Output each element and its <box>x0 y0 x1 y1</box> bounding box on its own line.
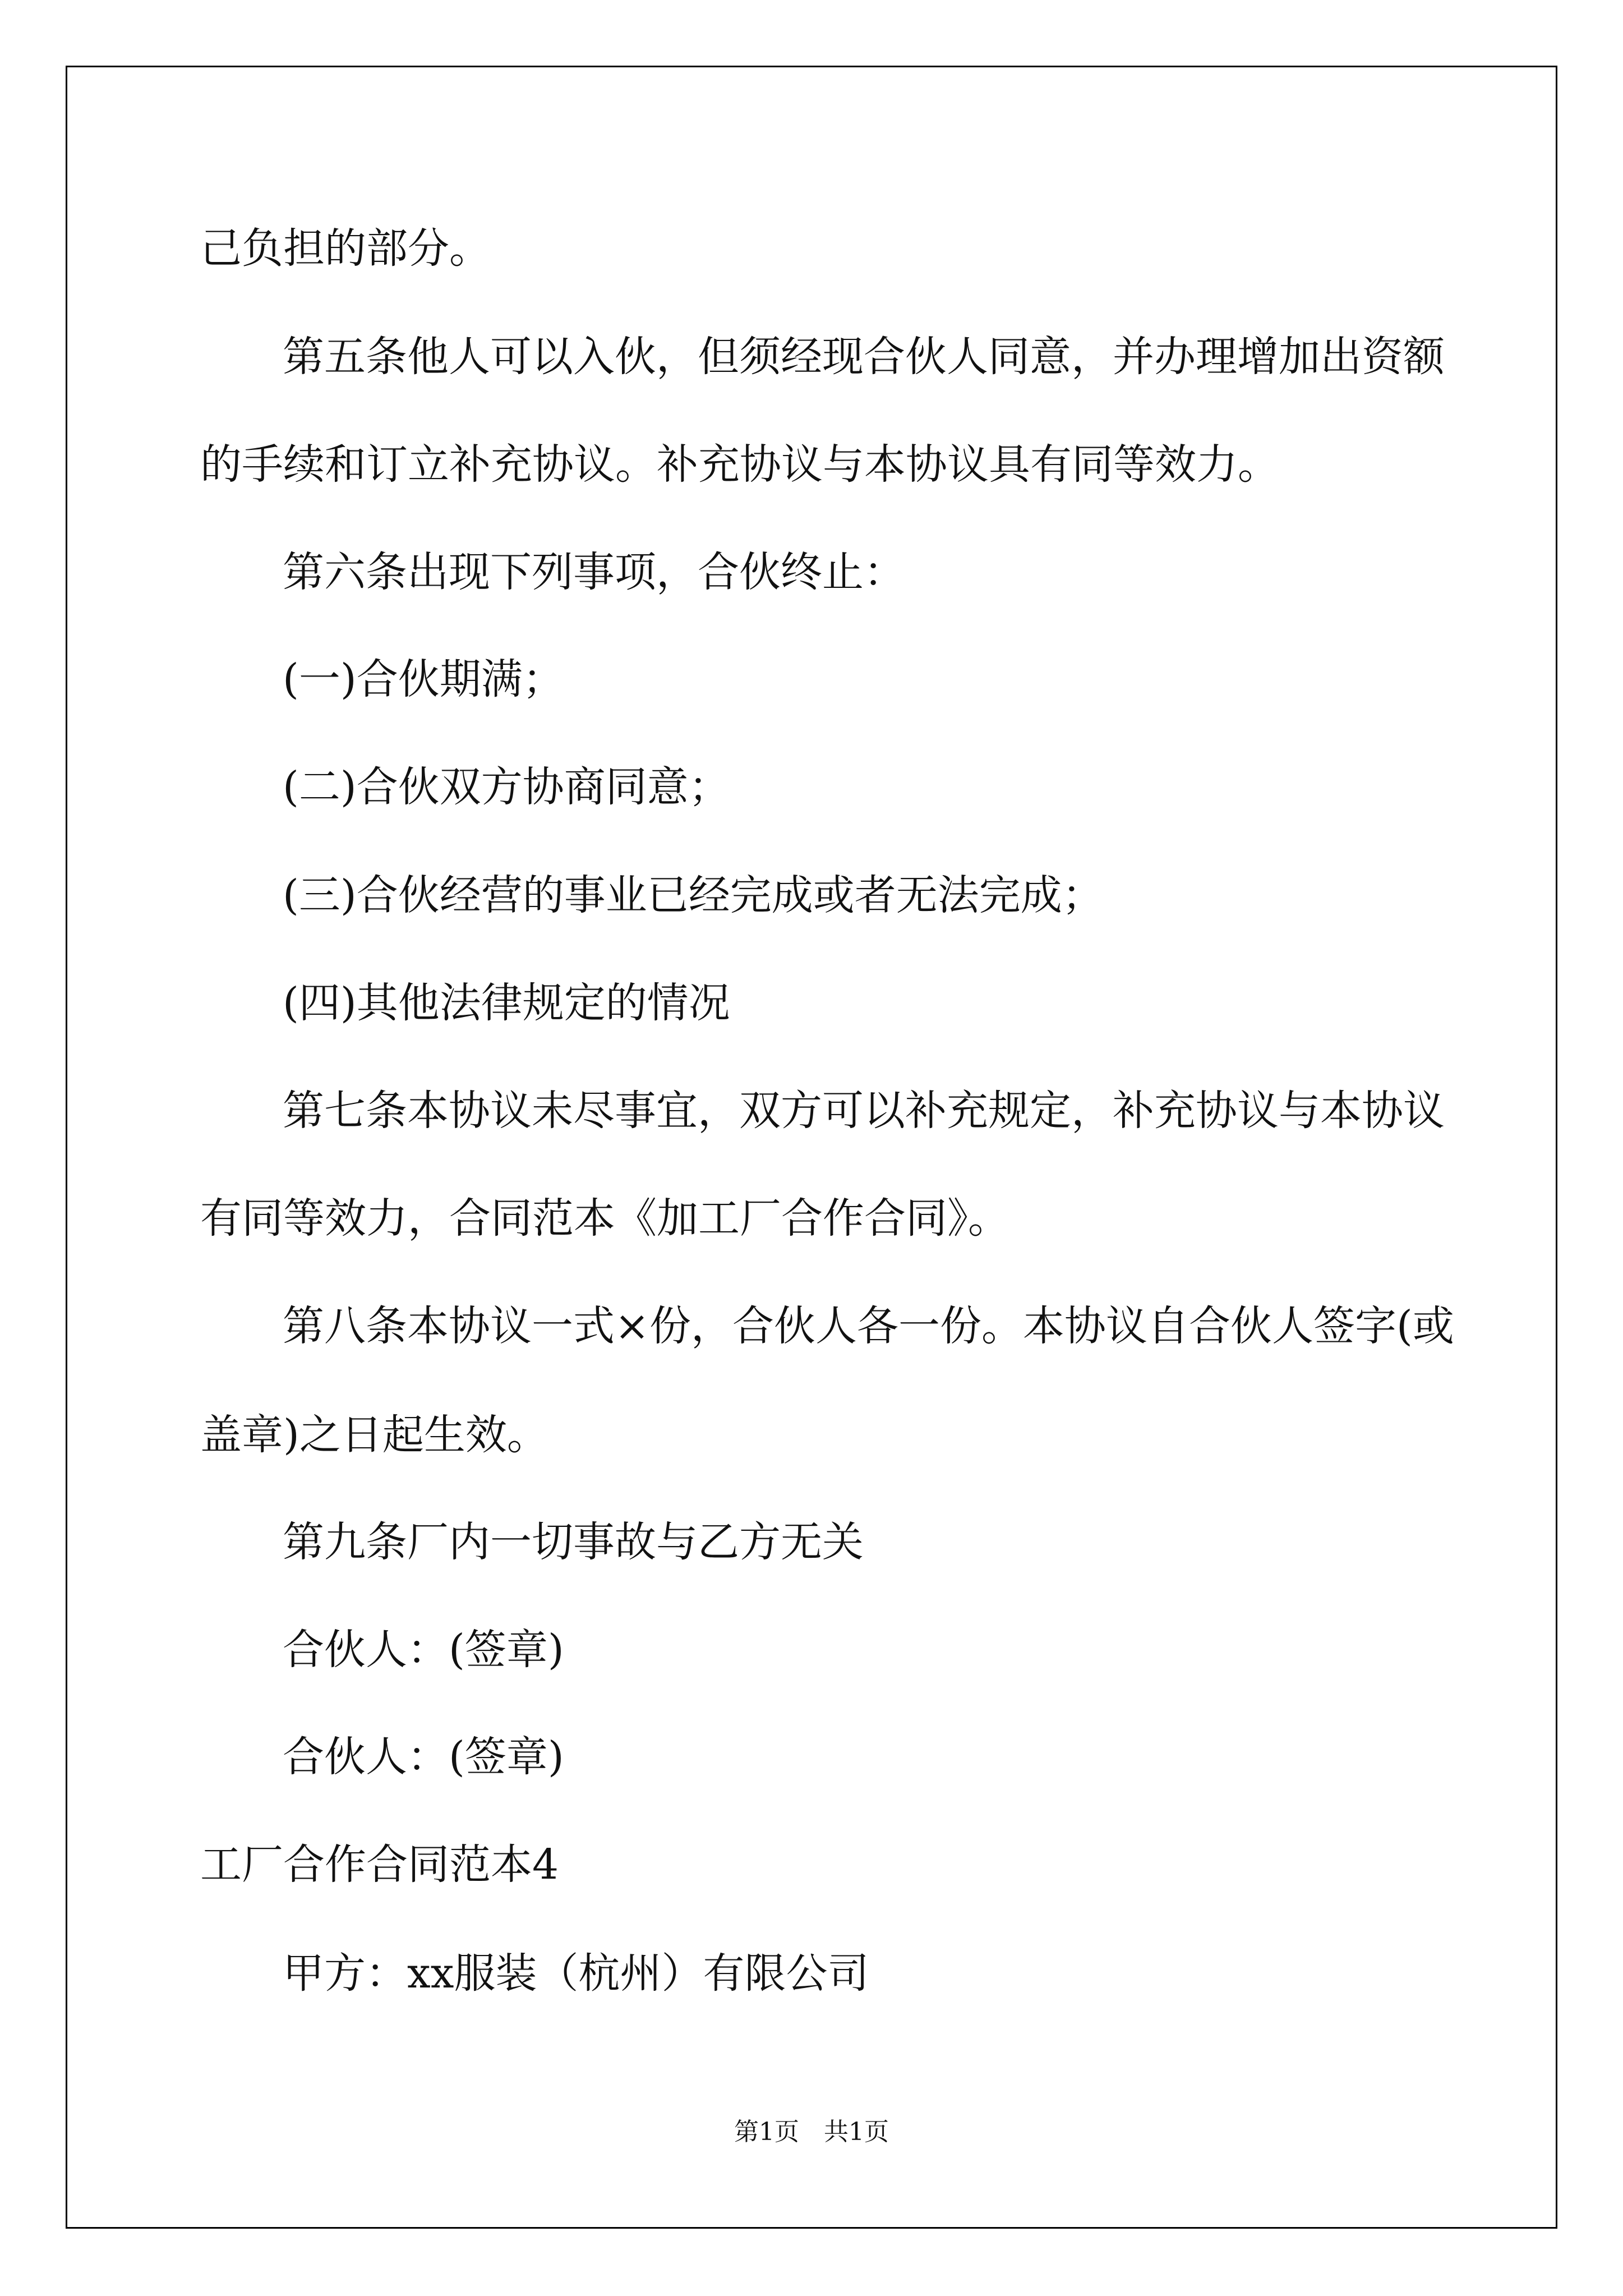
text-line: 第六条出现下列事项，合伙终止： <box>283 548 905 596</box>
text-line: 有同等效力，合同范本《加工厂合作合同》。 <box>200 1194 1009 1243</box>
text-line: 第七条本协议未尽事宜，双方可以补充规定，补充协议与本协议 <box>283 1087 1445 1135</box>
text-line: 第八条本协议一式×份，合伙人各一份。本协议自合伙人签字(或 <box>283 1302 1454 1350</box>
text-line: 盖章)之日起生效。 <box>200 1411 548 1459</box>
section-heading: 工厂合作合同范本4 <box>200 1841 559 1889</box>
text-line: 己负担的部分。 <box>200 224 491 273</box>
text-line: 合伙人：(签章) <box>283 1733 564 1781</box>
text-line: 的手续和订立补充协议。补充协议与本协议具有同等效力。 <box>200 440 1279 489</box>
text-line: 合伙人：(签章) <box>283 1626 564 1674</box>
text-line: 甲方：xx服装（杭州）有限公司 <box>283 1949 869 1998</box>
text-line: (一)合伙期满； <box>283 655 564 703</box>
text-line: 第五条他人可以入伙，但须经现合伙人同意，并办理增加出资额 <box>283 333 1445 381</box>
text-line: (四)其他法律规定的情况 <box>283 979 730 1027</box>
text-line: 第九条厂内一切事故与乙方无关 <box>283 1518 864 1566</box>
text-line: (二)合伙双方协商同意； <box>283 763 730 811</box>
text-line: (三)合伙经营的事业已经完成或者无法完成； <box>283 871 1104 919</box>
page-border <box>66 66 1557 2229</box>
page-footer: 第1页 共1页 <box>734 2118 889 2146</box>
